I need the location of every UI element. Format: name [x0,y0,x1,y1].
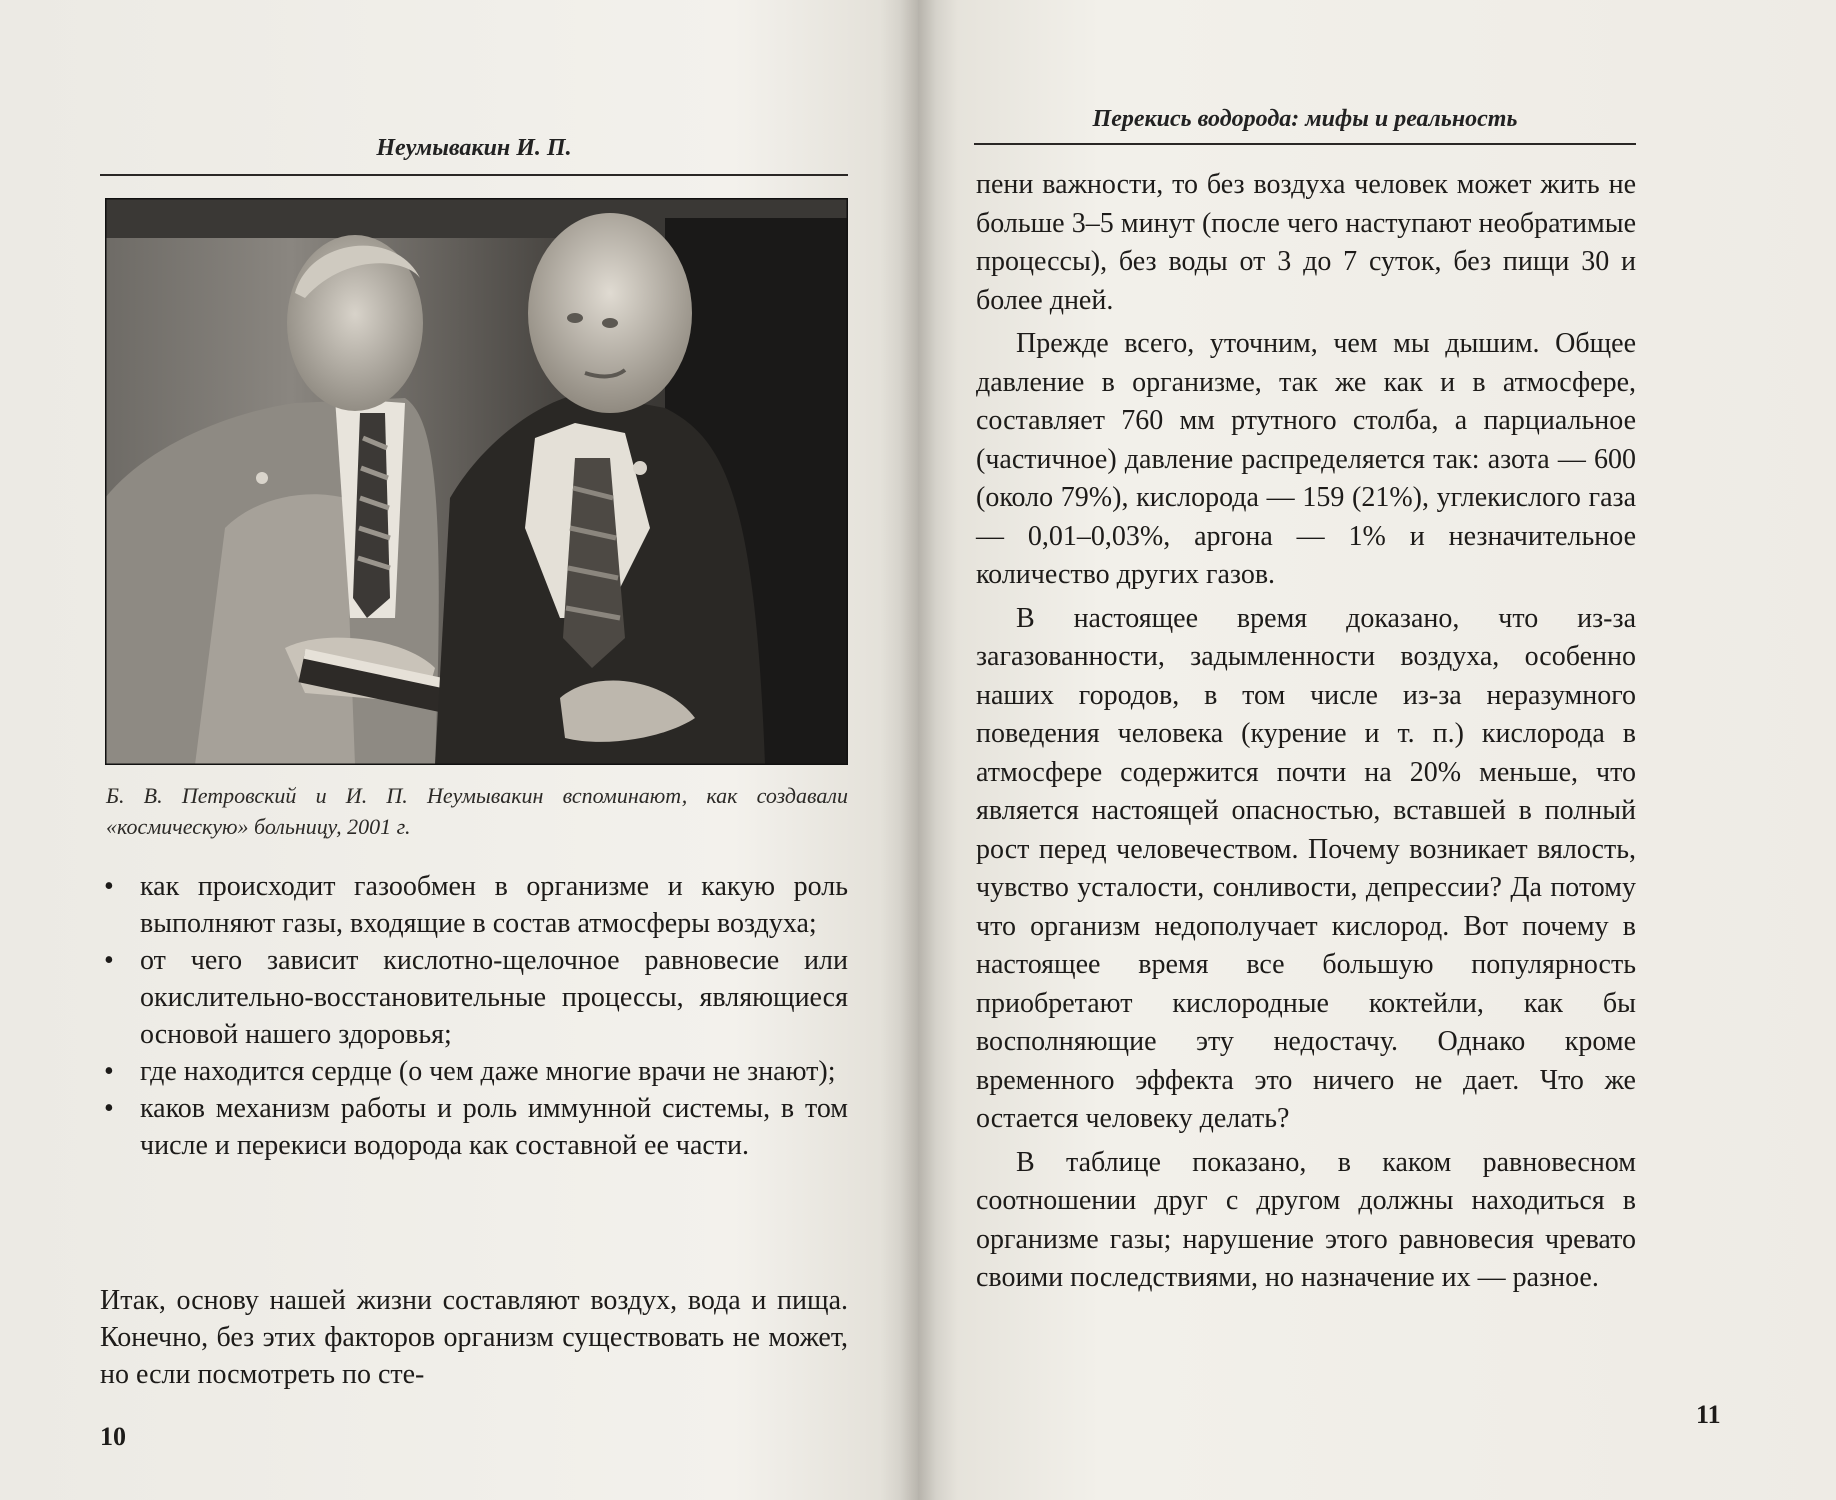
photo-caption: Б. В. Петровский и И. П. Неумывакин вспоминают, как создавали «космическую» больницу, 2001 г. [106,783,848,839]
body-paragraph: Итак, основу нашей жизни составляют воздух, вода и пища. Конечно, без этих факторов организм существовать не может, но если посмотреть по сте- [100,1285,848,1390]
bullet-icon: • [104,1093,114,1124]
body-paragraph: В настоящее время доказано, что из-за загазованности, задымленности воздуха, особенно наших городов, в том числе из-за неразумного поведения человека (курение и т. п.) кислорода в атмосфере содержится почти на 20% меньше, что является настоящей опасностью, вставшей в полный рост перед человечеством. Почему возникает вялость, чувство усталости, сонливости, депрессии? Да потому что организм недополучает кислород. Вот почему в настоящее время все большую популярность приобретают кислородные коктейли, как бы восполняющие эту недостачу. Однако кроме временного эффекта это ничего не дает. Что же остается человеку делать? [976,602,1636,1134]
list-item [100,868,848,942]
page-number: 11 [1696,1400,1721,1429]
list-item-text: где находится сердце (о чем даже многие врачи не знают); [140,1056,836,1087]
body-text [976,166,1636,1303]
list-item-text: как происходит газообмен в организме и какую роль выполняют газы, входящие в состав атмосферы воздуха; [140,871,848,939]
photo-illustration [105,198,848,765]
list-item [100,942,848,1053]
list-item-text: каков механизм работы и роль иммунной системы, в том числе и перекиси водорода как составной ее части. [140,1093,848,1161]
list-item-text: от чего зависит кислотно-щелочное равновесие или окислительно-восстановительные процессы, являющиеся основой нашего здоровья; [140,945,848,1050]
header-rule [974,143,1636,145]
header-rule [100,174,848,176]
body-paragraph: пени важности, то без воздуха человек может жить не больше 3–5 минут (после чего наступают необратимые процессы), без воды от 3 до 7 суток, без пищи 30 и более дней. [976,169,1636,316]
running-head-author: Неумывакин И. П. [376,135,572,161]
page-number: 10 [100,1422,126,1451]
bullet-icon: • [104,945,114,976]
body-paragraph: Прежде всего, уточним, чем мы дышим. Общее давление в организме, так же как и в атмосфере, составляет 760 мм ртутного столба, а парциальное (частичное) давление распределяется так: азота — 600 (около 79%), кислорода — 159 (21%), углекислого газа — 0,01–0,03%, аргона — 1% и незначительное количество других газов. [976,328,1636,590]
body-paragraph: В таблице показано, в каком равновесном соотношении друг с другом должны находиться в организме газы; нарушение этого равновесия чревато своими последствиями, но назначение их — разное. [976,1146,1636,1293]
photo-two-men-talking-icon [105,198,848,765]
bullet-list [100,868,848,1164]
list-item [100,1090,848,1164]
right-page [918,0,1836,1500]
bullet-icon: • [104,871,114,902]
bullet-icon: • [104,1056,114,1087]
list-item [100,1053,848,1090]
running-head-title: Перекись водорода: мифы и реальность [1092,106,1518,132]
